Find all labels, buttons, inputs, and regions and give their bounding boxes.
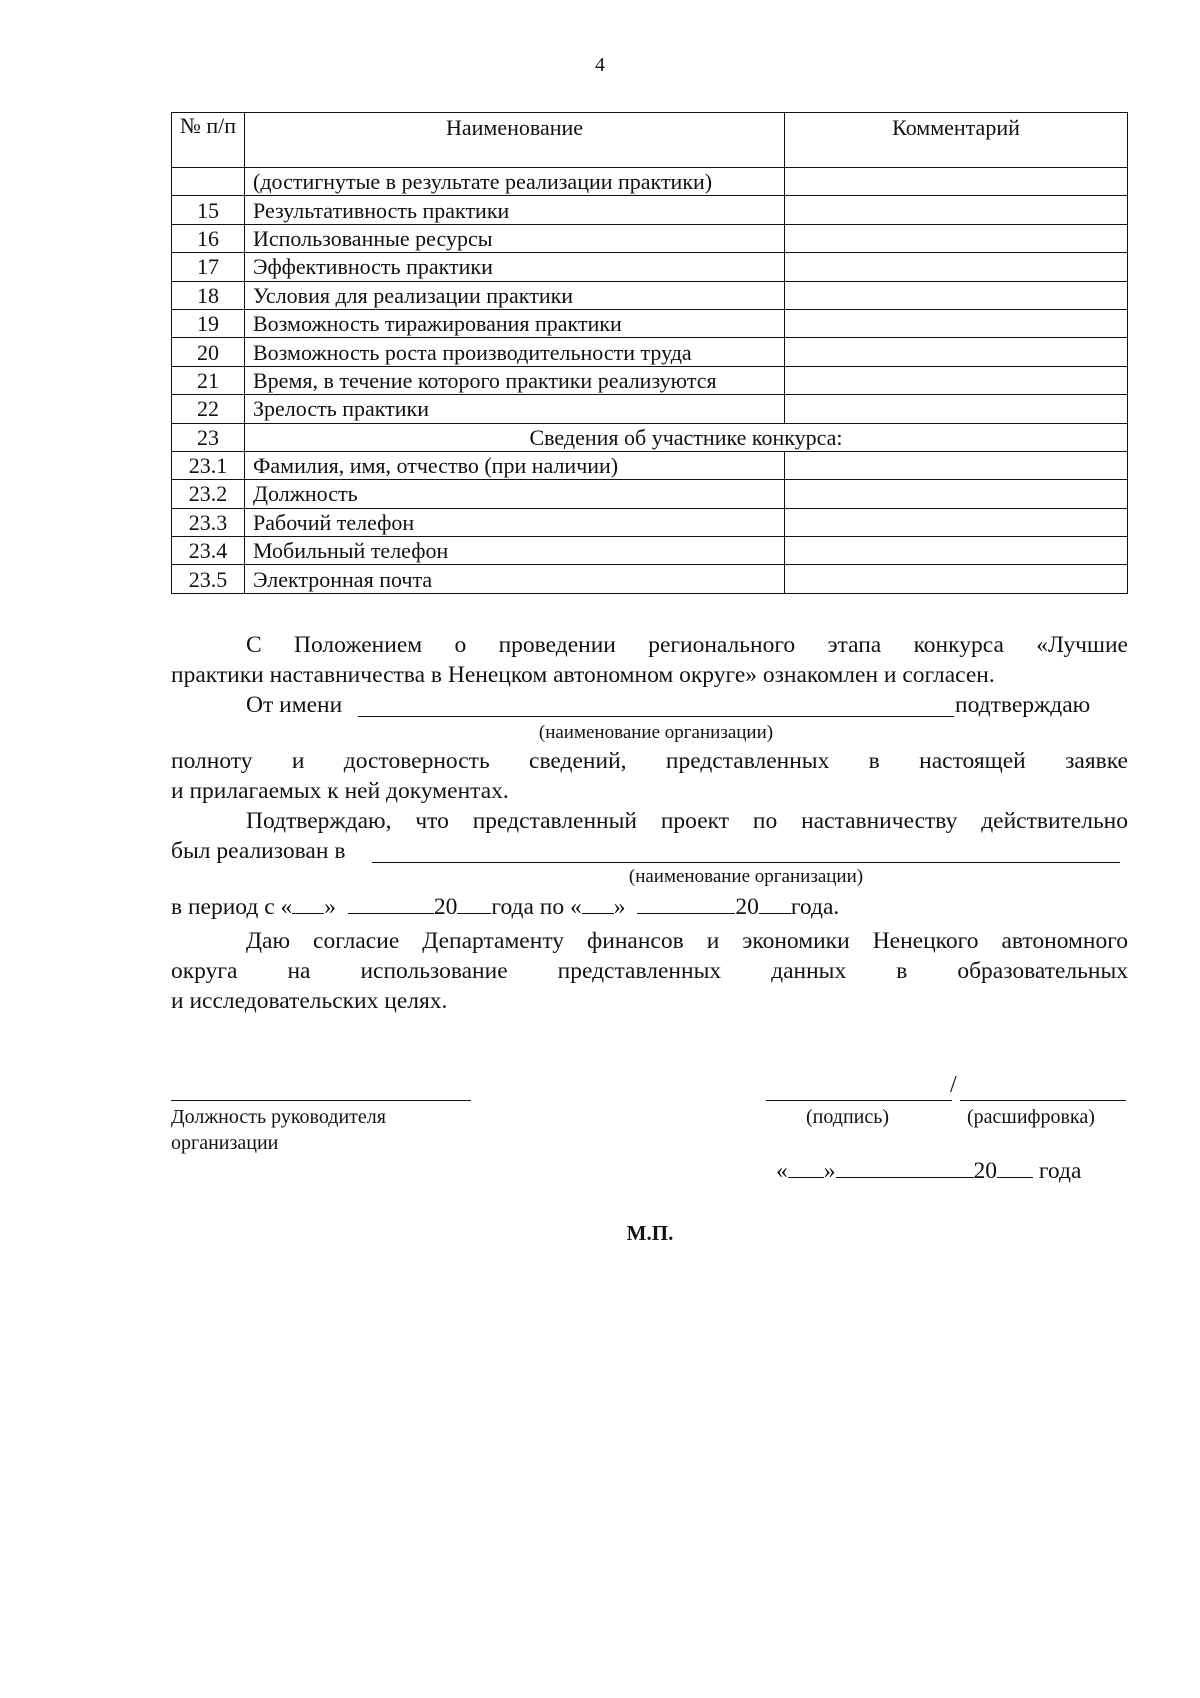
comment-cell[interactable] [785,480,1128,508]
row-name: Зрелость практики [245,395,785,423]
header-num: № п/п [172,113,245,168]
signature-year-word: года [1038,1158,1082,1184]
organization-label-2: (наименование организации) [628,866,864,887]
consent-paragraph-line-2: практики наставничества в Ненецком автономном округе» ознакомлен и согласен. [171,662,995,688]
period-start-year-prefix: 20 [433,894,458,920]
agreement-line-1: Даю согласие Департаменту финансов и экономики Ненецкого автономного [246,928,1128,954]
organization-label-1: (наименование организации) [538,722,774,743]
row-num: 23.5 [172,565,245,593]
signature-label: (подпись) [806,1106,890,1128]
comment-cell[interactable] [785,309,1128,337]
application-table [171,112,1128,594]
stamp-place: М.П. [626,1221,674,1245]
table-row [172,395,1128,423]
table-row-continuation [172,168,1128,196]
period-end-text: года. [790,894,840,920]
row-name: Условия для реализации практики [245,281,785,309]
period-line [171,892,1128,922]
period-start-day-field[interactable] [292,893,324,914]
header-comment: Комментарий [785,113,1128,168]
comment-cell[interactable] [785,224,1128,252]
row-num: 20 [172,338,245,366]
table-row [172,338,1128,366]
organization-name-field-2[interactable] [372,836,1120,863]
period-end-year-field[interactable] [759,893,791,914]
implemented-in-prefix: был реализован в [171,838,346,864]
page-number: 4 [595,54,605,76]
row-num: 23.1 [172,451,245,479]
organization-name-field-1[interactable] [358,690,954,717]
signature-decode-field[interactable] [960,1080,1126,1101]
row-num: 15 [172,196,245,224]
row-num: 17 [172,253,245,281]
period-end-day-field[interactable] [582,893,614,914]
table-header-row [172,113,1128,168]
row-name: Использованные ресурсы [245,224,785,252]
comment-cell[interactable] [785,281,1128,309]
period-start-quote: » [324,894,337,920]
section-title: Сведения об участнике конкурса: [245,423,1128,451]
signature-year-prefix: 20 [973,1158,997,1184]
header-name: Наименование [245,113,785,168]
agreement-line-2: округа на использование представленных данных в образовательных [171,958,1128,984]
row-name: Электронная почта [245,565,785,593]
signature-month-field[interactable] [836,1157,974,1178]
table-row [172,451,1128,479]
completeness-line: полноту и достоверность сведений, представленных в настоящей заявке [171,748,1128,774]
row-num: 21 [172,366,245,394]
period-end-month-field[interactable] [637,893,735,914]
comment-cell[interactable] [785,508,1128,536]
table-row [172,309,1128,337]
row-num: 19 [172,309,245,337]
row-name: Должность [245,480,785,508]
row-num: 23.3 [172,508,245,536]
period-end-quote: » [613,894,626,920]
row-name: Возможность роста производительности труда [245,338,785,366]
on-behalf-suffix: подтверждаю [955,692,1091,718]
period-end-year-prefix: 20 [735,894,759,920]
table-row [172,224,1128,252]
date-close-quote: » [823,1158,836,1184]
comment-cell[interactable] [785,338,1128,366]
signature-slash: / [950,1072,957,1098]
comment-cell[interactable] [785,565,1128,593]
comment-cell[interactable] [785,253,1128,281]
comment-cell[interactable] [785,366,1128,394]
row-name: Эффективность практики [245,253,785,281]
comment-cell[interactable] [785,168,1128,196]
row-name: Мобильный телефон [245,537,785,565]
table-row [172,565,1128,593]
row-num: 22 [172,395,245,423]
period-start-year-field[interactable] [457,893,491,914]
position-label-line-1: Должность руководителя [171,1106,386,1128]
table-row [172,281,1128,309]
row-name: Рабочий телефон [245,508,785,536]
position-label-line-2: организации [171,1132,279,1154]
comment-cell[interactable] [785,537,1128,565]
position-signature-line[interactable] [171,1082,471,1101]
table-row [172,253,1128,281]
row-num: 16 [172,224,245,252]
row-name: Время, в течение которого практики реализуются [245,366,785,394]
table-row [172,366,1128,394]
signature-year-field[interactable] [997,1157,1033,1178]
row-name: Фамилия, имя, отчество (при наличии) [245,451,785,479]
row-num: 23.2 [172,480,245,508]
comment-cell[interactable] [785,196,1128,224]
row-name: Возможность тиражирования практики [245,309,785,337]
period-middle: года по « [491,894,582,920]
period-start-month-field[interactable] [348,893,434,914]
on-behalf-prefix: От имени [246,692,343,718]
comment-cell[interactable] [785,451,1128,479]
table-row [172,508,1128,536]
table-row [172,196,1128,224]
table-row [172,480,1128,508]
agreement-line-3: и исследовательских целях. [171,988,448,1014]
row-num: 18 [172,281,245,309]
signature-field[interactable] [766,1080,952,1101]
row-num: 23.4 [172,537,245,565]
confirm-line: Подтверждаю, что представленный проект по наставничеству действительно [246,808,1128,834]
documents-line: и прилагаемых к ней документах. [171,778,509,804]
table-row [172,537,1128,565]
table-section-row [172,423,1128,451]
row-name: Результативность практики [245,196,785,224]
comment-cell[interactable] [785,395,1128,423]
date-open-quote: « [776,1158,788,1184]
period-prefix: в период с « [171,894,293,920]
signature-date-line [776,1156,1136,1186]
section-num: 23 [172,423,245,451]
decode-label: (расшифровка) [967,1106,1095,1128]
consent-paragraph-line-1: С Положением о проведении регионального этапа конкурса «Лучшие [246,632,1128,658]
signature-day-field[interactable] [788,1157,824,1178]
continuation-text: (достигнутые в результате реализации практики) [245,168,785,196]
